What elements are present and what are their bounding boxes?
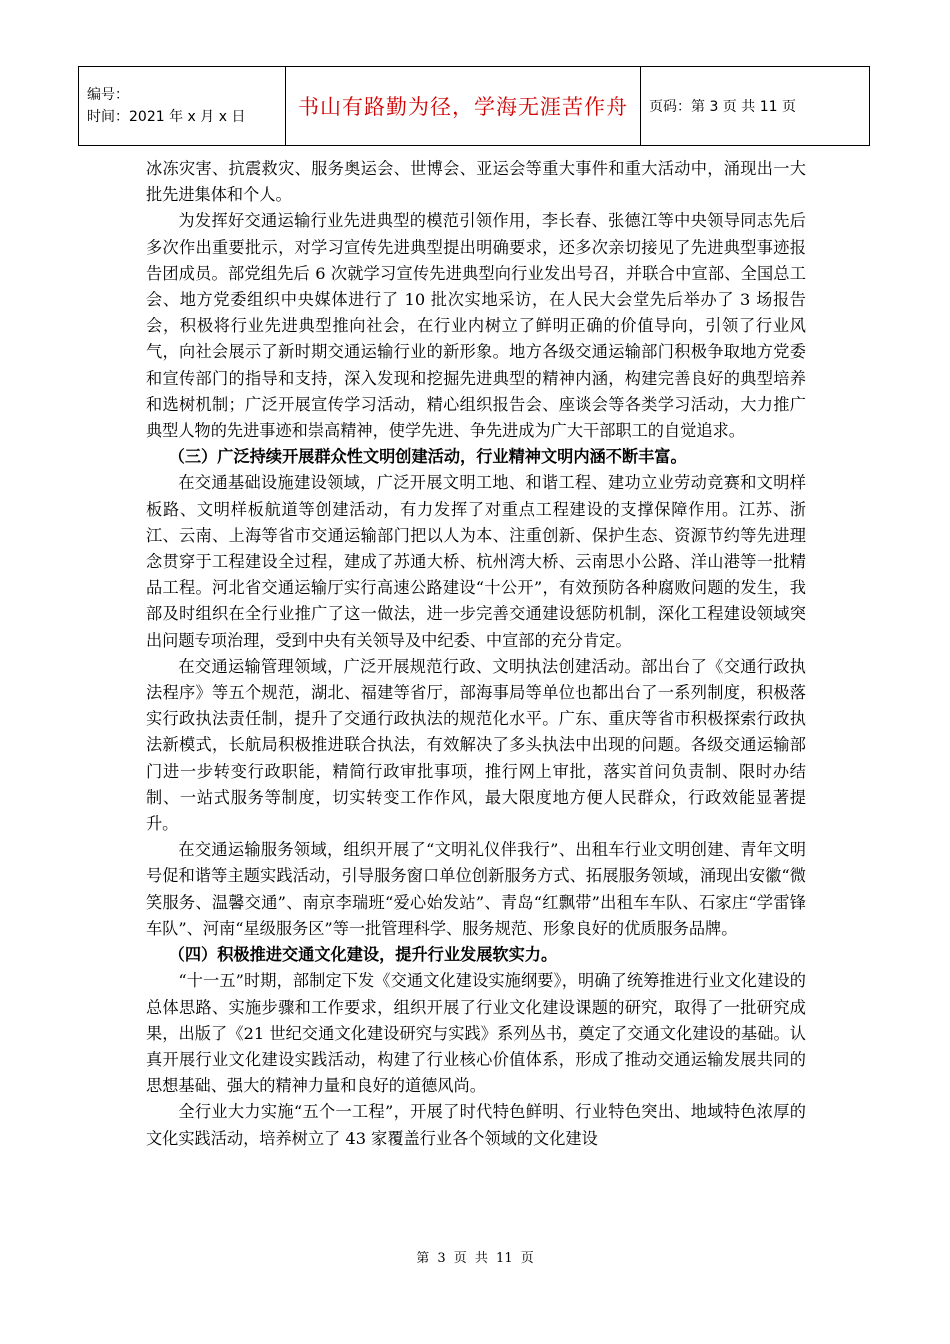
document-body (146, 156, 806, 1152)
paragraph: 在交通运输服务领域，组织开展了“文明礼仪伴我行”、出租车行业文明创建、青年文明号促和谐等主题实践活动，引导服务窗口单位创新服务方式、拓展服务领域，涌现出安徽“微笑服务、温馨交通”、南京李瑞班“爱心始发站”、青岛“红飘带”出租车车队、石家庄“学雷锋车队”、河南“星级服务区”等一批管理科学、服务规范、形象良好的优质服务品牌。 (146, 840, 806, 938)
header-page-info: 页码：第 3 页 共 11 页 (641, 67, 870, 146)
header-time-label: 时间：2021 年 x 月 x 日 (87, 109, 246, 125)
page-footer: 第 3 页 共 11 页 (416, 1251, 534, 1266)
page-header (78, 66, 870, 146)
paragraph: 全行业大力实施“五个一工程”，开展了时代特色鲜明、行业特色突出、地域特色浓厚的文化实践活动，培养树立了 43 家覆盖行业各个领域的文化建设 (146, 1102, 806, 1148)
header-meta (79, 67, 286, 146)
paragraph: “十一五”时期，部制定下发《交通文化建设实施纲要》，明确了统筹推进行业文化建设的总体思路、实施步骤和工作要求，组织开展了行业文化建设课题的研究，取得了一批研究成果，出版了《21 世纪交通文化建设研究与实践》系列丛书，奠定了交通文化建设的基础。认真开展行业文化建设实践活动，构建了行业核心价值体系，形成了推动交通运输发展共同的思想基础、强大的精神力量和良好的道德风尚。 (146, 971, 806, 1096)
paragraph: 为发挥好交通运输行业先进典型的模范引领作用，李长春、张德江等中央领导同志先后多次作出重要批示，对学习宣传先进典型提出明确要求，还多次亲切接见了先进典型事迹报告团成员。部党组先后 6 次就学习宣传先进典型向行业发出号召，并联合中宣部、全国总工会、地方党委组织中央媒体进行了 10 批次实地采访，在人民大会堂先后举办了 3 场报告会，积极将行业先进典型推向社会，在行业内树立了鲜明正确的价值导向，引领了行业风气，向社会展示了新时期交通运输行业的新形象。地方各级交通运输部门积极争取地方党委和宣传部门的指导和支持，深入发现和挖掘先进典型的精神内涵，构建完善良好的典型培养和选树机制；广泛开展宣传学习活动，精心组织报告会、座谈会等各类学习活动，大力推广典型人物的先进事迹和崇高精神，使学先进、争先进成为广大干部职工的自觉追求。 (146, 211, 806, 441)
paragraph-continuation: 冰冻灾害、抗震救灾、服务奥运会、世博会、亚运会等重大事件和重大活动中，涌现出一大批先进集体和个人。 (146, 159, 806, 205)
section-heading-4: （四）积极推进交通文化建设，提升行业发展软实力。 (168, 945, 558, 965)
header-number-label: 编号： (87, 87, 129, 103)
paragraph: 在交通运输管理领域，广泛开展规范行政、文明执法创建活动。部出台了《交通行政执法程序》等五个规范，湖北、福建等省厅，部海事局等单位也都出台了一系列制度，积极落实行政执法责任制，提升了交通行政执法的规范化水平。广东、重庆等省市积极探索行政执法新模式，长航局积极推进联合执法，有效解决了多头执法中出现的问题。各级交通运输部门进一步转变行政职能，精简行政审批事项，推行网上审批，落实首问负责制、限时办结制、一站式服务等制度，切实转变工作作风，最大限度地方便人民群众，行政效能显著提升。 (146, 656, 806, 834)
section-heading-3: （三）广泛持续开展群众性文明创建活动，行业精神文明内涵不断丰富。 (168, 447, 687, 467)
header-motto: 书山有路勤为径，学海无涯苦作舟 (286, 67, 641, 146)
paragraph: 在交通基础设施建设领域，广泛开展文明工地、和谐工程、建功立业劳动竞赛和文明样板路、文明样板航道等创建活动，有力发挥了对重点工程建设的支撑保障作用。江苏、浙江、云南、上海等省市交通运输部门把以人为本、注重创新、保护生态、资源节约等先进理念贯穿于工程建设全过程，建成了苏通大桥、杭州湾大桥、云南思小公路、洋山港等一批精品工程。河北省交通运输厅实行高速公路建设“十公开”，有效预防各种腐败问题的发生，我部及时组织在全行业推广了这一做法，进一步完善交通建设惩防机制，深化工程建设领域突出问题专项治理，受到中央有关领导及中纪委、中宣部的充分肯定。 (146, 473, 806, 650)
